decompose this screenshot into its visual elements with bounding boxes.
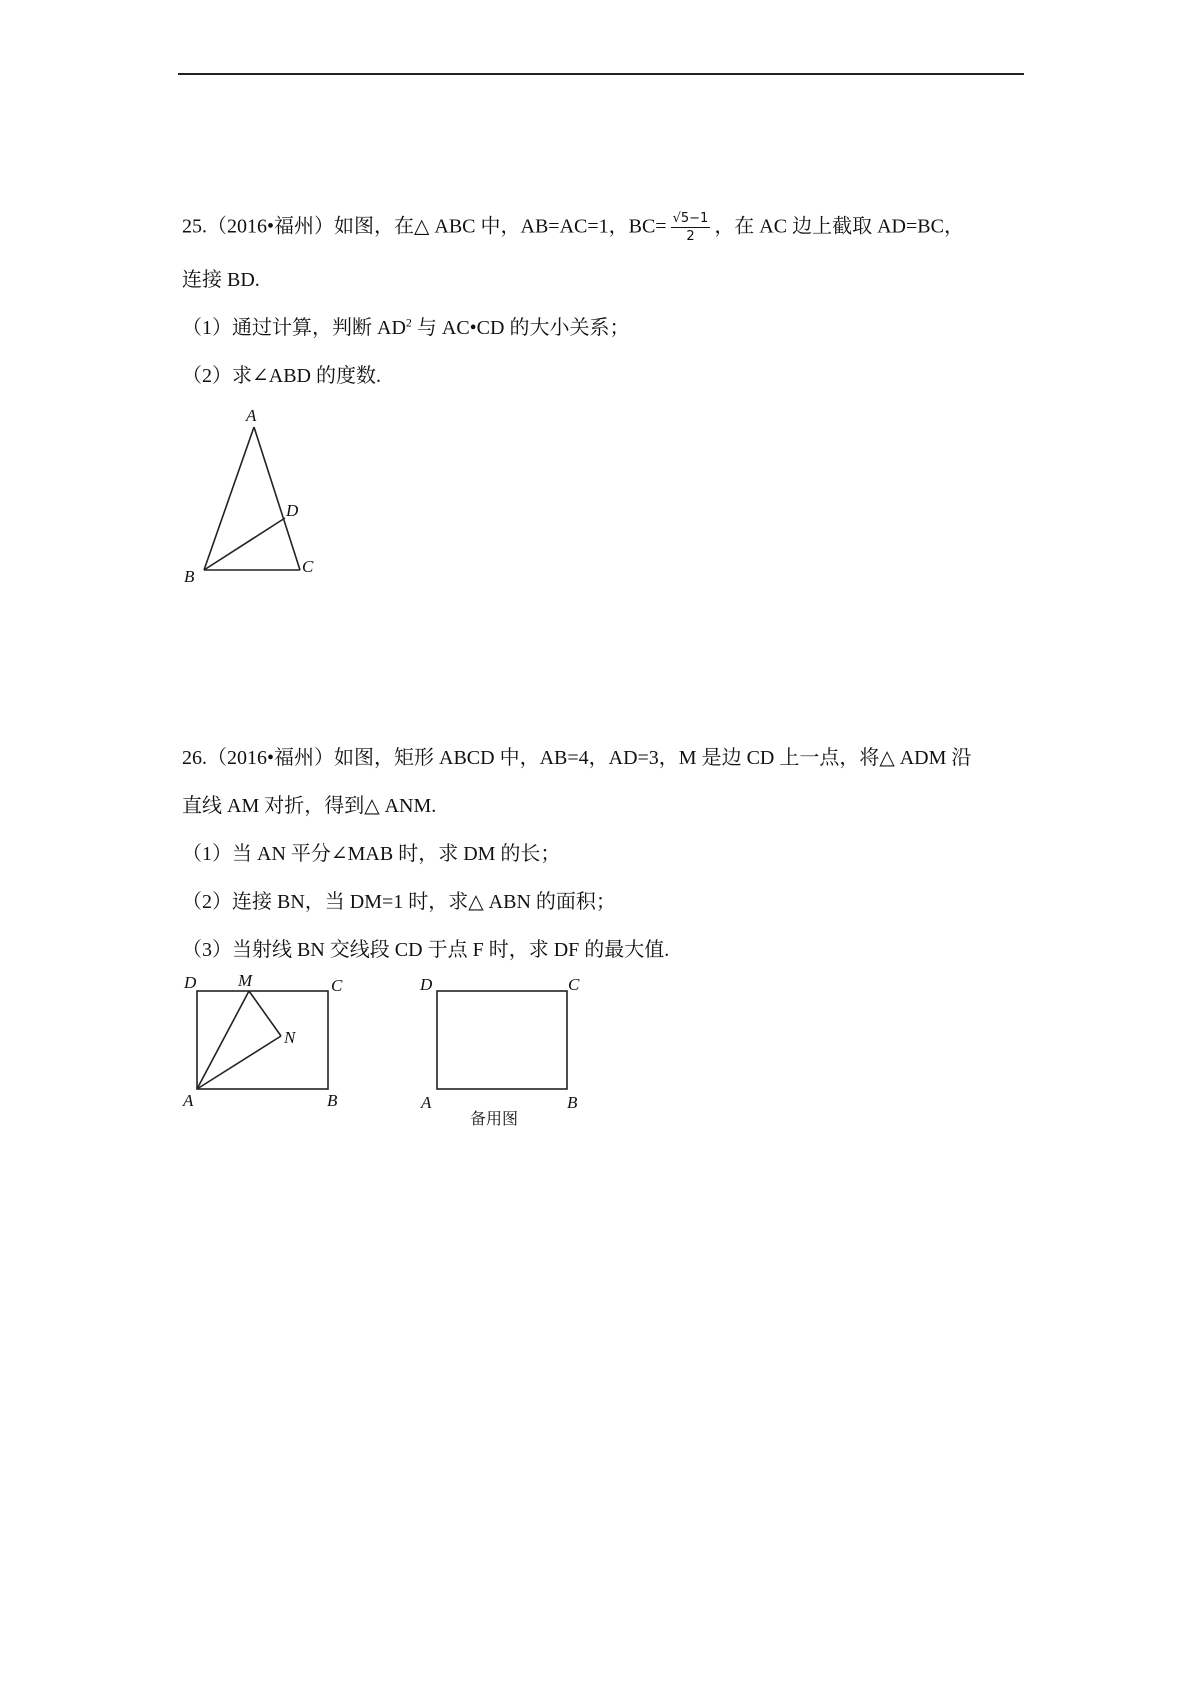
- q26-part2: （2）连接 BN，当 DM=1 时，求△ ABN 的面积；: [182, 891, 616, 913]
- q25-frac-den: 2: [686, 229, 695, 244]
- q26-fig1-label-n: N: [284, 1028, 296, 1047]
- q25-label-a: A: [246, 406, 257, 425]
- q26-fig1-line-an: [197, 1036, 281, 1089]
- q26-fig2-label-d: D: [420, 975, 433, 994]
- q26-fig1-label-a: A: [183, 1091, 194, 1110]
- q26-fig2-rect: [437, 991, 567, 1089]
- q26-intro-a: 26.（2016•福州）如图，矩形 ABCD 中，AB=4，AD=3，M 是边 CD 上一点，将△ ADM 沿: [182, 747, 972, 769]
- q25-label-b: B: [184, 567, 195, 586]
- q26-fig1-label-b: B: [327, 1091, 338, 1110]
- q25-intro-a: 25.（2016•福州）如图，在△ ABC 中，AB=AC=1，BC=: [182, 215, 667, 238]
- q26-part3: （3）当射线 BN 交线段 CD 于点 F 时，求 DF 的最大值.: [182, 939, 670, 961]
- q25-label-c: C: [302, 557, 314, 576]
- q26-fig2-label-a: A: [421, 1093, 432, 1112]
- q26-fig2-label-c: C: [568, 975, 580, 994]
- q25-part1-a: （1）通过计算，判断 AD: [182, 317, 406, 339]
- q26-fig1-label-c: C: [331, 976, 343, 995]
- q25-frac-num: √5−1: [672, 211, 709, 226]
- q26-intro-b: 直线 AM 对折，得到△ ANM.: [182, 795, 437, 817]
- q25-intro-b: ，在 AC 边上截取 AD=BC，: [714, 215, 964, 238]
- q26-fig2-caption: 备用图: [470, 1109, 519, 1128]
- q26-fig2-label-b: B: [567, 1093, 578, 1112]
- q25-part2: （2）求∠ABD 的度数.: [182, 365, 381, 387]
- q26-fig1-label-m: M: [238, 971, 253, 990]
- q26-fig1-line-mn: [249, 991, 281, 1036]
- q26-fig1-line-am: [197, 991, 249, 1089]
- q25-label-d: D: [286, 501, 299, 520]
- q26-fig1-rect: [197, 991, 328, 1089]
- q25-part1-b: 与 AC•CD 的大小关系；: [416, 317, 630, 339]
- q25-part1-sup: 2: [405, 315, 412, 330]
- q25-intro-c: 连接 BD.: [182, 269, 260, 291]
- q26-part1: （1）当 AN 平分∠MAB 时，求 DM 的长；: [182, 843, 561, 865]
- q26-fig1-label-d: D: [184, 973, 197, 992]
